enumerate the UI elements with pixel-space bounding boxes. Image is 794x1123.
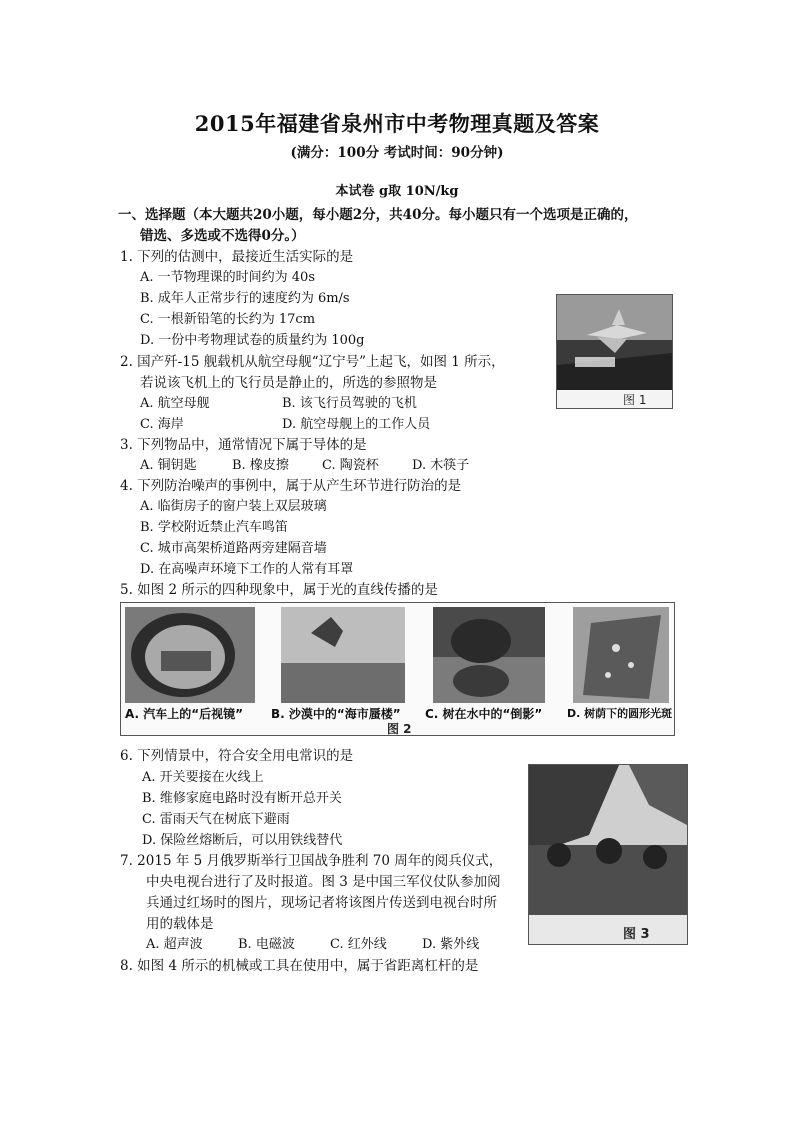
question-3-option-b: B. 橡皮擦 — [232, 458, 289, 473]
question-1-option-d: D. 一份中考物理试卷的质量约为 100g — [140, 333, 365, 348]
question-1-option-a: A. 一节物理课的时间约为 40s — [140, 270, 315, 285]
question-3-option-c: C. 陶瓷杯 — [322, 458, 379, 473]
question-6-stem: 6. 下列情景中，符合安全用电常识的是 — [120, 748, 354, 764]
question-3-option-a: A. 铜钥匙 — [140, 458, 197, 473]
exam-info: (满分：100分 考试时间：90分钟) — [290, 145, 504, 161]
question-6-option-c: C. 雷雨天气在树底下避雨 — [142, 812, 290, 827]
figure-3-caption: 图 3 — [623, 927, 650, 942]
jet-carrier-illustration — [557, 295, 672, 408]
question-2-option-a: A. 航空母舰 — [140, 396, 210, 411]
question-5-stem: 5. 如图 2 所示的四种现象中，属于光的直线传播的是 — [120, 582, 438, 598]
question-1-stem: 1. 下列的估测中，最接近生活实际的是 — [120, 249, 354, 265]
question-7-stem-line4: 用的载体是 — [146, 916, 214, 932]
question-2-stem: 2. 国产歼-15 舰载机从航空母舰“辽宁号”上起飞，如图 1 所示， — [120, 354, 505, 370]
figure-1-jet-photo — [556, 294, 673, 409]
question-7-option-d: D. 紫外线 — [422, 937, 480, 952]
question-4-stem: 4. 下列防治噪声的事例中，属于从产生环节进行防治的是 — [120, 478, 462, 494]
question-2-option-b: B. 该飞行员驾驶的飞机 — [282, 396, 417, 411]
question-1-option-b: B. 成年人正常步行的速度约为 6m/s — [140, 291, 350, 306]
figure-2-option-d: D. 树荫下的圆形光斑 — [567, 707, 673, 720]
section-heading-line2: 错选、多选或不选得0分。） — [140, 228, 305, 244]
figure-2-option-c: C. 树在水中的“倒影” — [425, 707, 543, 721]
page-title: 2015年福建省泉州市中考物理真题及答案 — [194, 111, 600, 136]
question-2-option-c: C. 海岸 — [140, 417, 184, 432]
question-7-option-b: B. 电磁波 — [238, 937, 295, 952]
figure-1-caption: 图 1 — [623, 393, 647, 407]
question-4-option-c: C. 城市高架桥道路两旁建隔音墙 — [140, 541, 327, 556]
question-7-stem-line3: 兵通过红场时的图片，现场记者将该图片传送到电视台时所 — [146, 895, 497, 911]
parade-illustration — [529, 765, 687, 944]
section-heading: 一、选择题（本大题共20小题，每小题2分，共40分。每小题只有一个选项是正确的， — [118, 207, 638, 223]
question-6-option-a: A. 开关要接在火线上 — [142, 770, 264, 785]
figure-2-option-b: B. 沙漠中的“海市蜃楼” — [271, 707, 401, 721]
figure-2-option-a: A. 汽车上的“后视镜” — [125, 707, 244, 721]
question-7-stem-line2: 中央电视台进行了及时报道。图 3 是中国三军仪仗队参加阅 — [146, 874, 501, 890]
figure-2-caption: 图 2 — [387, 722, 412, 736]
question-7-option-c: C. 红外线 — [330, 937, 387, 952]
question-1-option-c: C. 一根新铅笔的长约为 17cm — [140, 312, 316, 327]
question-6-option-b: B. 维修家庭电路时没有断开总开关 — [142, 791, 342, 806]
question-2-option-d: D. 航空母舰上的工作人员 — [282, 417, 431, 432]
question-7-stem: 7. 2015 年 5 月俄罗斯举行卫国战争胜利 70 周年的阅兵仪式， — [120, 853, 503, 869]
question-4-option-a: A. 临街房子的窗户装上双层玻璃 — [140, 499, 327, 514]
question-8-stem: 8. 如图 4 所示的机械或工具在使用中，属于省距离杠杆的是 — [120, 958, 479, 974]
question-6-option-d: D. 保险丝熔断后，可以用铁线替代 — [142, 833, 343, 848]
exam-note: 本试卷 g取 10N/kg — [335, 184, 459, 199]
figure-3-parade-photo — [528, 764, 688, 945]
question-4-option-d: D. 在高噪声环境下工作的人常有耳罩 — [140, 562, 354, 577]
figure-2-strip — [120, 602, 675, 736]
question-4-option-b: B. 学校附近禁止汽车鸣笛 — [140, 520, 288, 535]
question-3-option-d: D. 木筷子 — [412, 458, 470, 473]
question-7-option-a: A. 超声波 — [146, 937, 203, 952]
question-2-stem-line2: 若说该飞机上的飞行员是静止的，所选的参照物是 — [140, 375, 437, 391]
question-3-stem: 3. 下列物品中，通常情况下属于导体的是 — [120, 437, 367, 453]
